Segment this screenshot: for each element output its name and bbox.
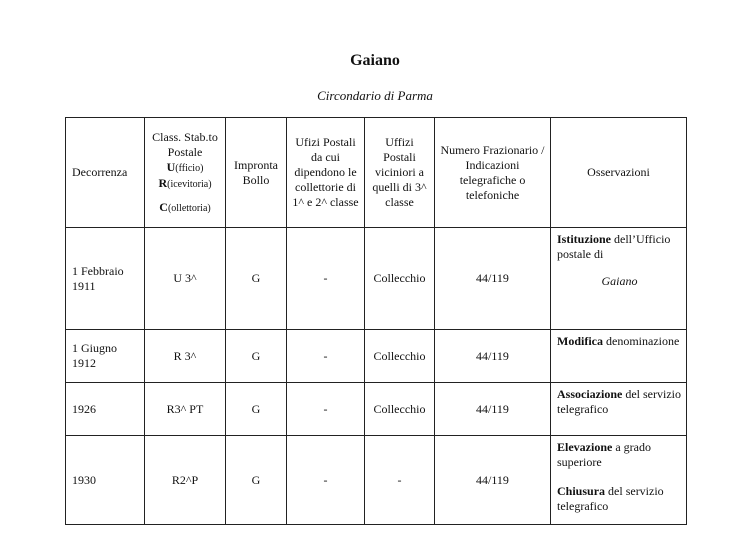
header-osservazioni: Osservazioni: [551, 118, 687, 228]
cell-ufizi: -: [287, 383, 365, 436]
obs-line: [557, 334, 682, 349]
page-subtitle: Circondario di Parma: [317, 88, 433, 103]
cell-classe: R2^P: [145, 436, 226, 525]
page-title: Gaiano: [350, 52, 400, 69]
cell-vicini: Collecchio: [365, 330, 435, 383]
obs-place: Gaiano: [601, 274, 638, 288]
cell-impronta: G: [226, 383, 287, 436]
header-numero: Numero Frazionario / Indicazioni telegrafiche o telefoniche: [435, 118, 551, 228]
cell-decorrenza: 1926: [66, 383, 145, 436]
cell-classe: R 3^: [145, 330, 226, 383]
obs-keyword: Elevazione: [557, 440, 613, 454]
table-row: [66, 330, 687, 383]
header-ufizi: Ufizi Postali da cui dipendono le collettorie di 1^ e 2^ classe: [287, 118, 365, 228]
obs-keyword: Modifica: [557, 334, 603, 348]
cell-ufizi: -: [287, 228, 365, 330]
obs-keyword: Istituzione: [557, 232, 611, 246]
obs-line: [557, 440, 682, 470]
cell-decorrenza: 1 Febbraio 1911: [66, 228, 145, 330]
cell-osservazioni: [551, 228, 687, 330]
header-impronta: Impronta Bollo: [226, 118, 287, 228]
table-row: [66, 436, 687, 525]
cell-ufizi: -: [287, 330, 365, 383]
obs-keyword-2: Chiusura: [557, 484, 606, 498]
cell-impronta: G: [226, 228, 287, 330]
cell-numero: 44/119: [435, 228, 551, 330]
obs-text: denominazione: [603, 334, 680, 348]
cell-impronta: G: [226, 436, 287, 525]
obs-text: a grado superiore: [557, 440, 651, 469]
header-class-line1: Class. Stab.to: [152, 129, 218, 144]
cell-osservazioni: [551, 383, 687, 436]
header-classificazione: [145, 118, 226, 228]
header-class-r: [149, 176, 221, 192]
obs-text: del servizio telegrafico: [557, 387, 681, 416]
table-row: [66, 228, 687, 330]
class-u-rest: (fficio): [175, 162, 204, 174]
header-decorrenza: Decorrenza: [66, 118, 145, 228]
cell-impronta: G: [226, 330, 287, 383]
cell-vicini: Collecchio: [365, 228, 435, 330]
cell-numero: 44/119: [435, 436, 551, 525]
obs-line-2: [557, 484, 682, 514]
cell-numero: 44/119: [435, 383, 551, 436]
header-class-line2: Postale: [167, 144, 203, 159]
cell-osservazioni: [551, 436, 687, 525]
cell-numero: 44/119: [435, 330, 551, 383]
cell-decorrenza: 1930: [66, 436, 145, 525]
obs-text-2: del servizio telegrafico: [557, 484, 664, 513]
header-uffizi-vicini: Uffizi Postali viciniori a quelli di 3^ classe: [365, 118, 435, 228]
class-r-letter: R: [158, 175, 168, 190]
header-row: [66, 118, 687, 228]
class-u-letter: U: [166, 159, 176, 174]
class-c-letter: C: [159, 199, 168, 214]
cell-decorrenza: 1 Giugno 1912: [66, 330, 145, 383]
class-c-rest: (ollettoria): [167, 202, 211, 214]
obs-line: [557, 232, 682, 262]
cell-vicini: Collecchio: [365, 383, 435, 436]
obs-line: [557, 387, 682, 417]
header-class-u: [149, 160, 221, 176]
class-r-rest: (icevitoria): [167, 178, 212, 190]
obs-keyword: Associazione: [557, 387, 623, 401]
cell-vicini: -: [365, 436, 435, 525]
header-class-c: [149, 200, 221, 216]
cell-osservazioni: [551, 330, 687, 383]
obs-text: dell’Ufficio postale di: [557, 232, 671, 261]
cell-ufizi: -: [287, 436, 365, 525]
cell-classe: U 3^: [145, 228, 226, 330]
cell-classe: R3^ PT: [145, 383, 226, 436]
table-row: [66, 383, 687, 436]
registry-table: [65, 117, 687, 525]
